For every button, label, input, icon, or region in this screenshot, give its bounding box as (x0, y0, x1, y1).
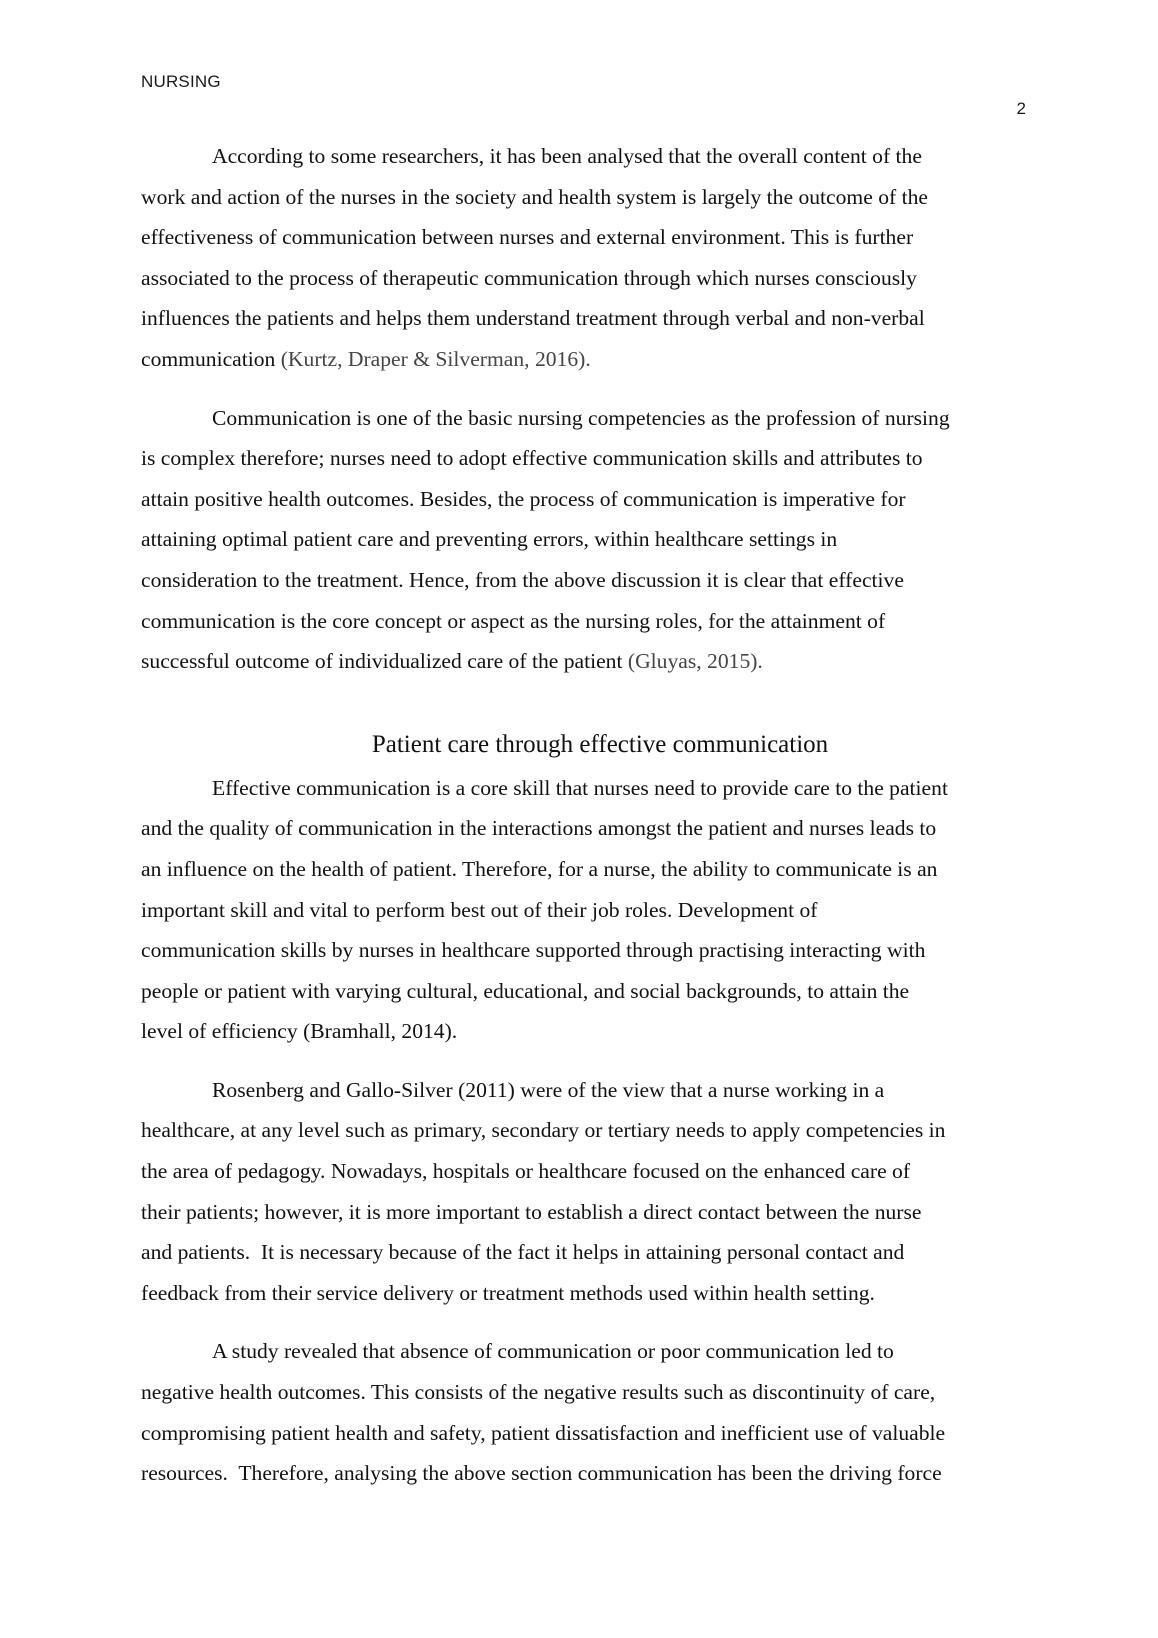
paragraph-4 (141, 1070, 1025, 1314)
paragraph-line: communication is the core concept or aspect as the nursing roles, for the attainment of (141, 608, 886, 633)
paragraph-line: important skill and vital to perform best out of their job roles. Development of (141, 897, 818, 922)
paragraph-line: and the quality of communication in the interactions amongst the patient and nurses leads to (141, 816, 937, 841)
paragraph-line: negative health outcomes. This consists of the negative results such as discontinuity of care, (141, 1380, 936, 1405)
paragraph-line: and patients. It is necessary because of the fact it helps in attaining personal contact and (141, 1240, 905, 1265)
paragraph-line: influences the patients and helps them understand treatment through verbal and non-verbal (141, 306, 925, 331)
paragraph-line: A study revealed that absence of communication or poor communication led to (212, 1339, 894, 1364)
section-heading: Patient care through effective communication (371, 730, 829, 758)
document-body (141, 136, 1025, 1494)
paragraph-line: level of efficiency (Bramhall, 2014). (141, 1019, 458, 1044)
paragraph-2 (141, 398, 1025, 682)
paragraph-line: Rosenberg and Gallo-Silver (2011) were of the view that a nurse working in a (212, 1077, 885, 1102)
paragraph-line: communication skills by nurses in healthcare supported through practising interacting with (141, 938, 926, 963)
running-head: NURSING (141, 72, 221, 91)
paragraph-line: is complex therefore; nurses need to adopt effective communication skills and attributes to (141, 446, 923, 471)
paragraph-line: their patients; however, it is more important to establish a direct contact between the nurse (141, 1199, 922, 1224)
paragraph-line: attaining optimal patient care and preventing errors, within healthcare settings in (141, 527, 838, 552)
paragraph-1 (141, 136, 1025, 380)
paragraph-line: feedback from their service delivery or treatment methods used within health setting. (141, 1280, 875, 1305)
paragraph-line-text: communication (141, 346, 281, 371)
paragraph-line: associated to the process of therapeutic communication through which nurses consciously (141, 265, 917, 290)
paragraph-line: Effective communication is a core skill that nurses need to provide care to the patient (212, 775, 948, 800)
paragraph-line: people or patient with varying cultural, educational, and social backgrounds, to attain the (141, 978, 910, 1003)
page-number: 2 (1016, 99, 1026, 118)
paragraph-3 (141, 768, 1025, 1052)
paragraph-line: resources. Therefore, analysing the above section communication has been the driving force (141, 1461, 942, 1486)
paragraph-line (141, 339, 1025, 380)
paragraph-5 (141, 1331, 1025, 1493)
paragraph-line: healthcare, at any level such as primary, secondary or tertiary needs to apply competencies in (141, 1118, 946, 1143)
paragraph-line: work and action of the nurses in the society and health system is largely the outcome of the (141, 184, 928, 209)
citation: (Kurtz, Draper & Silverman, 2016). (280, 346, 591, 371)
paragraph-line: effectiveness of communication between nurses and external environment. This is further (141, 225, 914, 250)
citation: (Gluyas, 2015). (627, 649, 763, 674)
paragraph-line: According to some researchers, it has been analysed that the overall content of the (212, 144, 922, 168)
paragraph-line: the area of pedagogy. Nowadays, hospitals or healthcare focused on the enhanced care of (141, 1159, 911, 1184)
paragraph-line: attain positive health outcomes. Besides, the process of communication is imperative for (141, 486, 906, 511)
paragraph-line (141, 641, 1025, 682)
paragraph-line: an influence on the health of patient. Therefore, for a nurse, the ability to communicate is an (141, 856, 938, 881)
paragraph-line: Communication is one of the basic nursing competencies as the profession of nursing (212, 405, 950, 430)
paragraph-line: compromising patient health and safety, patient dissatisfaction and inefficient use of valuable (141, 1420, 946, 1445)
paragraph-line: consideration to the treatment. Hence, from the above discussion it is clear that effective (141, 567, 904, 592)
paragraph-line-text: successful outcome of individualized care of the patient (141, 649, 628, 674)
